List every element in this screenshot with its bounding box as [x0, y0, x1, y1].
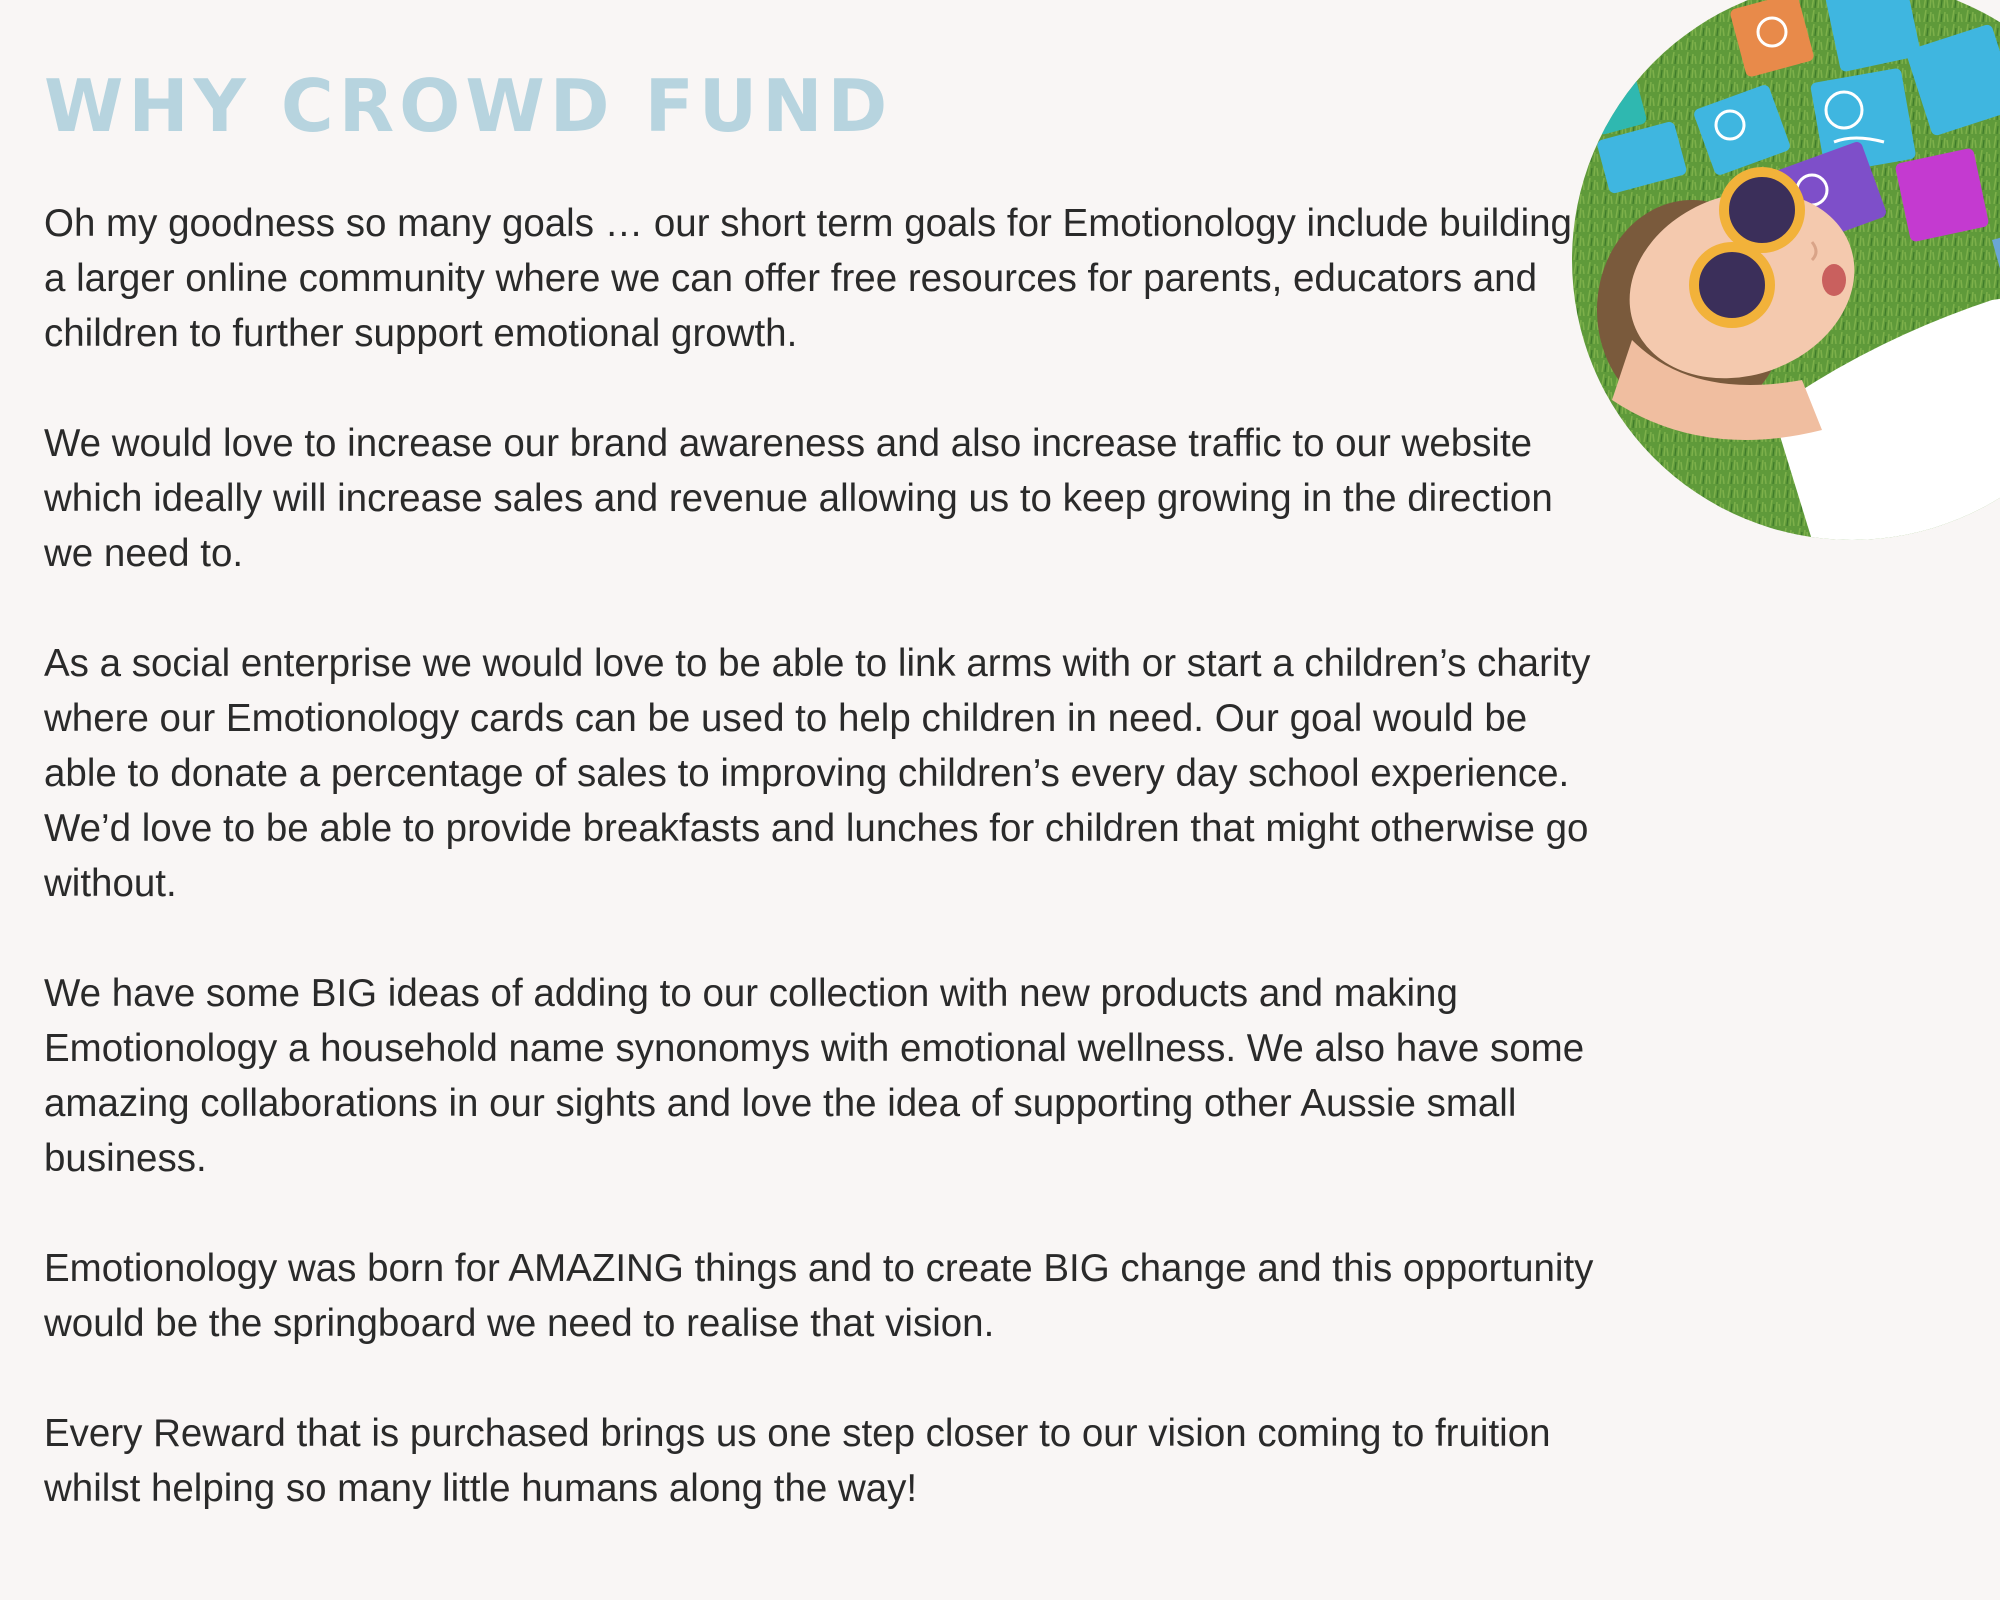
paragraph-every-reward: Every Reward that is purchased brings us one step closer to our vision coming to fruition whilst helping so many little humans along the way!: [44, 1412, 1551, 1510]
child-mouth: [1822, 264, 1846, 296]
body-text: [44, 196, 1604, 1571]
child-photo: [1572, 0, 2000, 540]
paragraph-brand-awareness: We would love to increase our brand awareness and also increase traffic to our website which ideally will increase sales and revenue allowing us to keep growing in the direction we need to.: [44, 422, 1553, 575]
paragraph-big-ideas: We have some BIG ideas of adding to our collection with new products and making Emotionology a household name synonomys with emotional wellness. We also have some amazing collaborations in our sights and love the idea of supporting other Aussie small business.: [44, 972, 1585, 1180]
paragraph-social-enterprise: As a social enterprise we would love to be able to link arms with or start a children’s charity where our Emotionology cards can be used to help children in need. Our goal would be able to donate a percentage of sales to improving children’s every day school experience. We’d love to be able to provide breakfasts and lunches for children that might otherwise go without.: [44, 642, 1591, 905]
paragraph-amazing-things: Emotionology was born for AMAZING things and to create BIG change and this opportunity would be the springboard we need to realise that vision.: [44, 1247, 1594, 1345]
child-photo-illustration: [1572, 0, 2000, 540]
page-title: WHY CROWD FUND: [44, 64, 893, 148]
paragraph-goals: Oh my goodness so many goals … our short term goals for Emotionology include building a larger online community where we can offer free resources for parents, educators and children to further support emotional growth.: [44, 202, 1572, 355]
